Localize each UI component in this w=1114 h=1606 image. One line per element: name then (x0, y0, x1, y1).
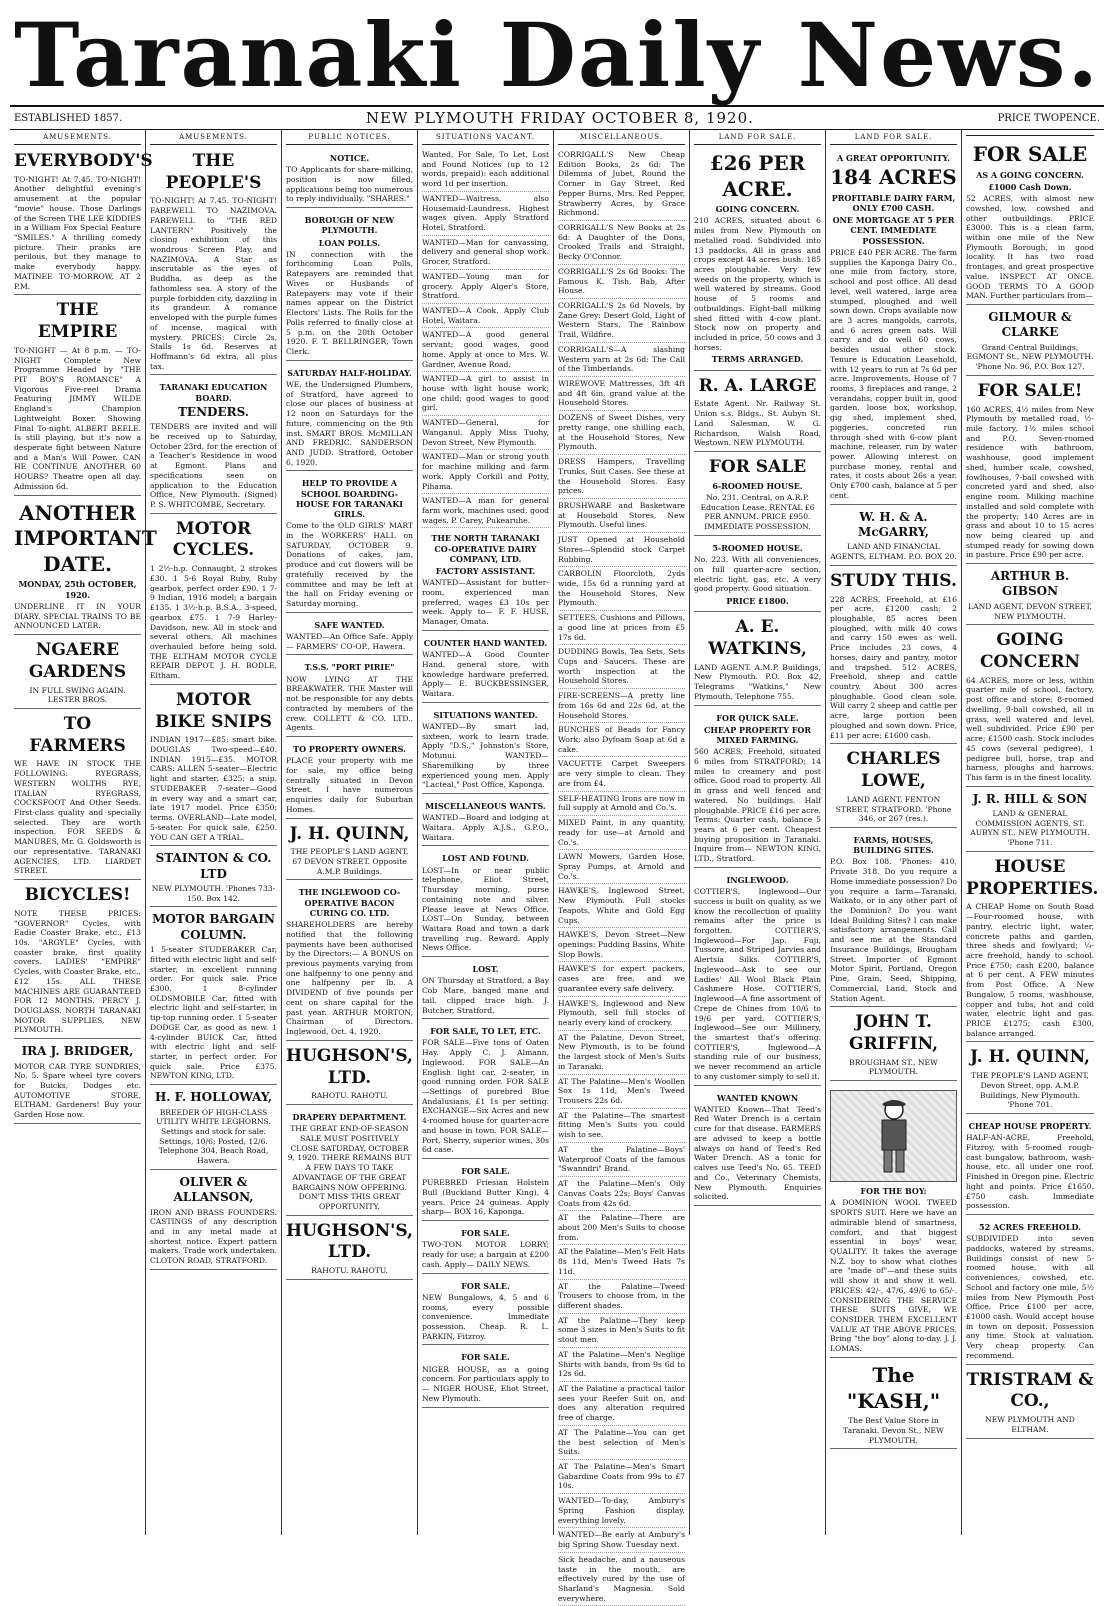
ad-body: BROUGHAM ST., NEW PLYMOUTH. (849, 1057, 938, 1077)
ad-title: OLIVER & ALLANSON, (173, 1174, 254, 1205)
misc-item: AT the Palatine—Tweed Trousers to choose from, in the different shades. (558, 1280, 685, 1314)
ad-body: HALF-AN-ACRE, Freehold, Fitzroy, with 5-roomed rough-cast bungalow, bathroom, wash-house, etc. all under one roof. Finished in Oregon pine. Electric light and points. Price £1650. £750 cash. Immediate possession. (966, 1133, 1094, 1211)
ad-title: JOHN T. GRIFFIN, (848, 1012, 939, 1054)
ad-title: TO PROPERTY OWNERS. (293, 744, 406, 754)
ad-body: A CHEAP Home on South Road—Four-roomed house, with pantry, electric light, water, concrete paths and garden, three sheds and fowlyard; ¼-acre freehold, handy to school. Price £750; cash £200, balance at 6 per cent. A FEW minutes from Post Office. A New Bungalow, 5 rooms, washhouse, copper and tubs, hot and cold water, electric light and gas. PRICE £1275; cash £300, balance arranged. (966, 902, 1094, 1038)
column-heading: LAND FOR SALE. (694, 133, 821, 145)
misc-item: CORRIGALL'S New Cheap Edition Books, 2s 6d: The Dilemma of Jubet, Round the Corner in Gay Street, Red Pepper Burns, Mrs. Red Pepper, Strawberry Acres, by Grace Richmond. (558, 148, 685, 221)
classified-item: WANTED—Young man for grocery. Apply Alger's Store, Stratford. (422, 270, 549, 304)
ad-body: NEW PLYMOUTH AND ELTHAM. (985, 1415, 1075, 1434)
ad-mcgarry (830, 507, 957, 566)
ad-bridger (14, 1041, 141, 1124)
ad-title: THE NORTH TARANAKI CO-OPERATIVE DAIRY COMPANY, LTD. (431, 533, 540, 564)
ad-title: STUDY THIS. (830, 570, 957, 591)
column-heading: SITUATIONS VACANT. (422, 133, 549, 145)
ad-body: SHAREHOLDERS are hereby notified that the following payments have been authorised by the Directors:— A BONUS on previous payments varying from one halfpenny to one penny and one halfpenny per lb. A DIVIDEND of five pounds per cent on share capital for the past year. ARTHUR MORTON, Chairman of Directors. Inglewood, Oct. 4, 1920. (286, 920, 413, 1037)
ad-title: FARMS, HOUSES, BUILDING SITES. (853, 834, 934, 856)
ad-title: £26 PER ACRE. (709, 150, 806, 201)
ad-title: FOR THE BOY: (860, 1186, 927, 1197)
ad-body: TO-NIGHT — At 8 p.m. — TO-NIGHT Complete New Programme Headed by "THE PIT BOY'S ROMANCE" A Vigorous Five-reel Drama Featuring JIMMY WILDE England's Champion Lightweight Boxer. Showing Final To-night. ALBERT BEELE. Is still playing, but it's now a desperate fight between Nature and a Man's Will Power. CAN HE CONTINUE ANOTHER 60 HOURS? Theatre open all day. Admission 6d. (14, 345, 141, 491)
ad-body: WANTED—Board and lodging at Waitara. Apply A.J.S., G.P.O., Waitara. (422, 813, 549, 842)
ad-body: WANTED—By smart lad, sixteen, work to learn trade. Apply "D.S.," Johnston's Store, Motunui. WANTED—Sharemilking by three experienced young men. Apply "Lacteal," Post Office, Kaponga. (422, 721, 549, 790)
ad-title: FOR SALE. (461, 1166, 510, 1177)
column-heading: AMUSEMENTS. (150, 133, 277, 145)
ad-body: TENDERS are invited and will be received up to Saturday, October 23rd, for the erection of a Teacher's Residence in wood at Egmont. Plans and specifications seen on application to the Education Office, New Plymouth. (Signed) P. S. WHITCOMBE, Secretary. (150, 422, 277, 509)
ad-oliver-allanson (150, 1172, 277, 1270)
ad-title: GILMOUR & CLARKE (988, 309, 1072, 340)
ad-for-sale-going-concern (966, 139, 1094, 305)
ad-title: 5-ROOMED HOUSE. (712, 542, 803, 553)
classified-item: WANTED—Waitress, also Housemaid-Laundress. Highest wages given. Apply Stratford Hotel, Stratford. (422, 192, 549, 236)
ad-study-this (830, 568, 957, 745)
ad-body: NEW Bungalows, 4, 5 and 6 rooms, every possible convenience. Immediate possession. Cheap. R. L. PARKIN, Fitzroy. (422, 1292, 549, 1341)
ad-inglewood-cottiers (694, 870, 821, 1086)
columns (10, 130, 1104, 1603)
notice-half-holiday (286, 363, 413, 472)
classified-item: WANTED—A Cook. Apply Club Hotel, Waitara. (422, 304, 549, 328)
ad-body: TWO-TON MOTOR LORRY; ready for use; a bargain at £200 cash. Apply— DAILY NEWS. (422, 1240, 549, 1269)
masthead-word-daily: Daily (499, 3, 761, 107)
ad-quick-sale (694, 708, 821, 868)
ad-teeds (694, 1088, 821, 1206)
ad-to-farmers (14, 711, 141, 880)
column-5 (554, 130, 690, 1603)
classified-item: WANTED—A good general servant; good wages, good home. Apply at once to Mrs. W. Gardner, Avenue Road. (422, 328, 549, 372)
ad-body: THE PEOPLE'S LAND AGENT, Devon Street, opp. A.M.P. Buildings, New Plymouth. 'Phone 701. (971, 1071, 1089, 1110)
ad-holloway (150, 1087, 277, 1170)
masthead-word-news: News. (797, 3, 1100, 107)
classified-item: WANTED—Man for canvassing, delivery and general shop work. Grocer, Stratford. (422, 236, 549, 270)
ad-title: FOR SALE. (461, 1352, 510, 1363)
column-2 (146, 130, 282, 1535)
section-lost-found (422, 848, 549, 957)
ad-title: FOR SALE (708, 457, 807, 478)
notice-inglewood-bacon (286, 882, 413, 1040)
notice-port-pirie (286, 657, 413, 737)
ad-title: TRISTRAM & CO., (966, 1369, 1094, 1412)
ad-empire (14, 297, 141, 495)
column-3 (282, 130, 418, 1535)
notice-sharemilking (286, 148, 413, 208)
misc-item: DRESS Hampers, Travelling Trunks, Suit Cases. See these at the Household Stores. Easy prices. (558, 455, 685, 499)
ad-body: Grand Central Buildings, EGMONT St., NEW PLYMOUTH. 'Phone No. 96. P.O. Box 127. (966, 342, 1094, 372)
ad-subtitle: GOING CONCERN. (715, 204, 800, 215)
ad-body: 64 ACRES, more or less, within quarter mile of school, factory, post office and store; 8-roomed dwelling, 9-ball cowshed, all in grass, well watered and level, well subdivided. Price £90 per acre; £1500 cash. Stock includes 45 cows (several pedigree), 1 pedigree bull, horse, trap and harness, ploughs and harrows. This farm is in the finest locality. (966, 675, 1094, 782)
ad-body: 228 ACRES, Freehold, at £16 per acre, £1200 cash; 2 ploughable, 85 acres been ploughed, with milk 40 cows and carry 150 ewes as well. Price includes 23 cows, 4 horses, dairy and pantry, motor and trapshed. 512 ACRES, Freehold, sheep and cattle country. About 300 acres ploughable. Good clean sole. Will carry 2 sheep and cattle per acre, large portion been ploughed and sown down. Price, £11 per acre; £1600 cash. (830, 594, 957, 740)
boy-figure-icon (864, 1096, 924, 1176)
section-situations-wanted (422, 705, 549, 794)
masthead (10, 5, 1104, 107)
ad-gilmour-clarke (966, 307, 1094, 376)
misc-item: AT the Palatine a practical tailor sees your Reefer Suit on, and does any alteration required free of charge. (558, 1382, 685, 1426)
ad-26-per-acre (694, 148, 821, 371)
ad-body: TO-NIGHT! At 7.45. TO-NIGHT! Another delightful evening's amusement at the popular "movie" house. Those Darlings of the Screen THE LEE KIDDIES in a William Fox Special Feature "SMILES." A thrilling comedy picture. Their pranks are perilous, but they manage to make everybody happy. MATINEE TO-MORROW, AT 2 P.M. (14, 174, 141, 291)
misc-item: HAWKE'S, Inglewood and New Plymouth, sell full stocks of nearly every kind of crockery. (558, 997, 685, 1031)
ad-body: The Best Value Store in Taranaki. Devon St., NEW PLYMOUTH. (843, 1416, 944, 1445)
ad-going-concern (966, 627, 1094, 786)
ad-body: RAHOTU. RAHOTU. (311, 1266, 388, 1276)
ad-title: FOR SALE (972, 142, 1088, 166)
ad-title: BICYCLES! (24, 885, 131, 906)
misc-item: CORRIGALL'S New Books at 2s 6d: A Daughter of the Dons, Crooked Trails and Straight, Becky O'Connor. (558, 221, 685, 265)
ad-terms: TERMS ARRANGED. (711, 354, 804, 365)
column-heading (966, 133, 1094, 136)
misc-item: AT the Palatine—Men's Oily Canvas Coats 22s; Boys' Canvas Coats from 42s 6d. (558, 1177, 685, 1211)
ad-for-sale-160 (966, 378, 1094, 564)
column-heading: LAND FOR SALE. (830, 133, 957, 145)
ad-title: HUGHSON'S, LTD. (286, 1220, 413, 1263)
misc-item: AT the Palatine—They keep some 3 sizes in Men's Suits to fit stout men. (558, 1314, 685, 1348)
misc-item: SELF-HEATING Irons are now in full supply at Arnold and Co.'s. (558, 792, 685, 816)
ad-body: IRON AND BRASS FOUNDERS. CASTINGS of any description and in any metal made at shortest notice. Expert pattern makers. Trade work undertaken. CLOTON ROAD, STRATFORD. (150, 1207, 277, 1266)
ad-stainton (150, 848, 277, 907)
ad-for-the-boy (830, 1083, 957, 1358)
misc-item: AT the Palatine—The smartest fitting Men's Suits you could wish to see. (558, 1109, 685, 1143)
ad-great-opportunity (830, 148, 957, 505)
ad-title: THE EMPIRE (37, 300, 118, 343)
ad-title: NGAERE GARDENS (28, 640, 127, 682)
ad-north-taranaki-dairy (422, 528, 549, 631)
ad-motor-bargain (150, 909, 277, 1085)
dateline (10, 107, 1104, 130)
ad-everybodys (14, 148, 153, 295)
ad-body: WANTED—An Office Safe. Apply— FARMERS' CO-OP., Hawera. (286, 632, 413, 651)
ad-body: BREEDER OF HIGH-CLASS UTILITY WHITE LEGHORNS. Settings and stock for sale. Settings, 10/6; Posted, 12/6. Telephone 304, Beach Road, Hawera. (156, 1107, 271, 1166)
misc-item: WIREWOVE Mattresses, 3ft 4ft and 4ft 6in, grand value at the Household Stores. (558, 377, 685, 411)
ad-cheap-house (966, 1116, 1094, 1215)
ad-bungalows (422, 1276, 549, 1346)
ad-body: LAND AGENT, DEVON STREET, NEW PLYMOUTH. (968, 601, 1092, 621)
ad-peoples (150, 148, 277, 375)
ad-title: IRA J. BRIDGER, (21, 1044, 134, 1059)
ad-title: T.S.S. "PORT PIRIE" (304, 662, 395, 673)
ad-body: LAND & GENERAL COMMISSION AGENTS, ST. AUBYN ST., NEW PLYMOUTH. 'Phone 711. (970, 809, 1090, 848)
ad-title: FOR QUICK SALE. (716, 712, 799, 723)
misc-footer: Sick headache, and a nauseous taste in the mouth, are effectively cured by the use of Sharland's Magnesia. Sold everywhere. (558, 1553, 685, 1606)
ad-ae-watkins (694, 614, 821, 705)
notice-safe-wanted (286, 615, 413, 656)
ad-jh-quinn-2 (966, 1044, 1094, 1114)
ad-title: A GREAT OPPORTUNITY. (837, 152, 950, 163)
ad-title: INGLEWOOD. (726, 874, 789, 885)
misc-item: HAWKE'S, Inglewood Street, New Plymouth. Full stocks Teapots, White and Gold Egg Cups. (558, 884, 685, 928)
column-1 (10, 130, 157, 1535)
ad-arthur-gibson (966, 566, 1094, 625)
ad-tenders (150, 377, 277, 513)
misc-item: SETTEES, Cushions and Pillows, a good line at prices from £5 17s 6d. (558, 611, 685, 645)
ad-body: 1 2½-h.p. Connaught, 2 strokes £30. 1 5-6 Royal Ruby, Ruby gearbox, perfect order £90. 1 7-9 Indian, 1916 model; a bargain £135. 1 3½-h.p. B.S.A., 3-speed, gearbox £75. 1 7-9 Harley-Davidson, new. All in stock and several others. All machines overhauled before being sold. THE ELTHAM MOTOR CYCLE REPAIR DEPOT. J. H. BODLE, Eltham. (150, 564, 277, 681)
ad-body: RAHOTU. RAHOTU. (311, 1091, 388, 1101)
ad-title: R. A. LARGE (698, 375, 817, 396)
ad-title: DRAPERY DEPARTMENT. (292, 1112, 407, 1122)
ad-title: HELP TO PROVIDE A SCHOOL BOARDING-HOUSE FOR TARANAKI GIRLS. (295, 478, 404, 520)
ad-bicycles (14, 882, 141, 1039)
ad-acreage: 184 ACRES (830, 165, 957, 190)
misc-item: BRUSHWARE and Basketware at Household Stores, New Plymouth. Useful lines. (558, 499, 685, 533)
notice-property-owners (286, 739, 413, 819)
misc-item: WANTED—To-day, Ambury's Spring Fashion display, everything lovely. (558, 1494, 685, 1528)
ad-body: LOST—In or near public telephone, Eliot Street, Thursday morning, purse containing note and silver. Please leave at News Office. LOST—On Sunday, between Waitara Road and town a dark travelling rug. Reward. Apply News Office. (422, 865, 549, 953)
ad-counter-hand (422, 633, 549, 703)
ad-title: EVERYBODY'S (14, 150, 153, 171)
misc-item: CORRIGALL'S—A slashing Western yarn at 2s 6d: The Call of the Timberlands. (558, 343, 685, 377)
ad-body: THE PEOPLE'S LAND AGENT, 67 DEVON STREET. Opposite A.M.P. Buildings. (290, 847, 409, 876)
ad-title: J. R. HILL & SON (972, 791, 1088, 806)
ad-subtitle: LOAN POLLS. (318, 237, 381, 248)
ad-52-acres (966, 1217, 1094, 1365)
classified-item: WANTED—General, for Wanganui. Apply Miss Tuohy, Devon Street, New Plymouth. (422, 416, 549, 450)
ad-title: ANOTHER IMPORTANT DATE. (14, 500, 157, 576)
ad-subtitle: FACTORY ASSISTANT. (435, 566, 536, 577)
ad-title: SAFE WANTED. (314, 619, 385, 630)
ad-ra-large (694, 373, 821, 452)
ad-date: MONDAY, 25th OCTOBER, 1920. (18, 579, 137, 600)
ad-farms-houses (830, 830, 957, 1007)
misc-item: CORRIGALL'S 2s 6d Novels, by Zane Grey: Desert Gold, Light of Western Stars, The Rainbow Trail, Wildfire. (558, 299, 685, 343)
ad-title: THE INGLEWOOD CO-OPERATIVE BACON CURING CO. LTD. (298, 887, 401, 918)
ad-title: CHARLES LOWE, (846, 749, 941, 792)
column-heading: PUBLIC NOTICES. (286, 133, 413, 145)
ad-title: CHEAP HOUSE PROPERTY. (968, 1121, 1092, 1132)
ad-drapery (286, 1107, 413, 1216)
ad-title: THE PEOPLE'S (165, 150, 262, 193)
ad-body: THE GREAT END-OF-SEASON SALE MUST POSITIVELY CLOSE SATURDAY, OCTOBER 9, 1920. THERE REMAINS BUT A FEW DAYS TO TAKE ADVANTAGE OF THE GREAT BARGAINS NOW OFFERING. DON'T MISS THIS GREAT OPPORTUNITY. (287, 1124, 412, 1211)
ad-body: P.O. Box 108. 'Phones: 410, Private 318. Do you require a Home immediate possession? Do you require a farm—Taranaki, Waikato, or in any other part of the Dominion? Do you want Ideal Building Sites? I can make satisfactory arrangements. Call and see me at the Standard Insurance Buildings, Brougham Street. Importer of Egmont Motor Spirit, Portland, Oregon Pine, Grain, Seed, Shipping, Commercial, Land, Stock and Station Agent. (830, 857, 957, 1003)
ad-body: Come to the OLD GIRLS' MART in the WORKERS' HALL on SATURDAY, OCTOBER 9. Donations of cakes, jam, produce and cut flowers will be gratefully received by the committee and may be left at the hall on Friday evening or Saturday morning. (286, 521, 413, 609)
ad-body: 560 ACRES, Freehold, situated 6 miles from STRATFORD; 14 miles to creamery and post office. Good road to property. All in grass and well fenced and watered. No buildings. Half ploughable. PRICE £16 per acre. Terms: Quarter cash, balance 5 years at 6 per cent. Cheapest buying proposition in Taranaki. Inquire from— NEWTON KING, LTD., Stratford. (694, 747, 821, 864)
ad-body: PRICE £40 PER ACRE. The farm supplies the Kaponga Dairy Co., one mile from factory, store, school and post office. All dead level, well watered, large area stumped, ploughed and well sown down. Crops available now are 3 acres mangolds, carrots, and 6 acres green oats. Will carry and do well 60 cows, besides usual other stock. Tenure is Education Leasehold, with 12 years to run at 7s 6d per acre. Improvements. House of 7 rooms, 3 fireplaces and range, 2 verandahs, copper built in, good garden, loose box, workshop, gig shed, implement shed, piggeries, concreted run through shed with 6-cow plant machine, releaser, run by water power. Allowing interest on purchase money, rental and rates, it costs about 26s a year. Only £700 cash, balance at 5 per cent. (830, 247, 958, 500)
misc-item: AT the Palatine—Boys' Waterproof Coats of the famous "Swanndri" Brand. (558, 1143, 685, 1177)
ad-title: WANTED KNOWN (716, 1092, 799, 1103)
ad-house-properties (966, 854, 1099, 1043)
column-6 (690, 130, 826, 1535)
misc-item: FIRE-SCREENS—A pretty line from 16s 6d and 22s 6d, at the Household Stores. (558, 689, 685, 723)
ad-title: MOTOR BARGAIN COLUMN. (152, 912, 275, 942)
classified-item: WANTED—Man or strong youth for machine milking and farm work. Apply Corkill and Potty, Pihama. (422, 450, 549, 494)
ad-body: LAND AND FINANCIAL AGENTS, ELTHAM. P.O. BOX 20. (830, 542, 957, 562)
section-misc-wants (422, 796, 549, 846)
misc-item: HAWKE'S, Devon Street—New openings: Pudding Basins, White Slop Bowls. (558, 928, 685, 962)
ad-title: ARTHUR B. GIBSON (990, 569, 1070, 599)
misc-item: AT The Palatine—Men's Smart Gabardine Coats from 99s to £7 10s. (558, 1460, 685, 1494)
column-heading: MISCELLANEOUS. (558, 133, 685, 145)
misc-item: CARBOLIN Floorcloth, 2yds wide, 15s 6d a running yard at the Household Stores, New Plymouth. (558, 567, 685, 611)
ad-title: FOR SALE. (461, 1228, 510, 1239)
ad-subtitle: CHEAP PROPERTY FOR MIXED FARMING. (703, 724, 812, 746)
misc-item: LAWN Mowers, Garden Hose, Spray Pumps, at Arnold and Co.'s. (558, 850, 685, 884)
ad-body: 210 ACRES, situated about 6 miles from New Plymouth on metalled road. Subdivided into 13 paddocks. All in grass and crops except 44 acres bush. 185 acres ploughable. Very few weeds on the property, which is well watered by streams. Good house of 5 rooms and outbuildings. Eight-ball milking shed fitted with 4-cow plant. Stock now on property and included in price, 50 cows and 3 horses. (694, 216, 821, 352)
ad-title: J. H. QUINN, (970, 1047, 1090, 1068)
ad-body: IN FULL SWING AGAIN. LESTER BROS. (29, 685, 126, 705)
column-4 (418, 130, 554, 1535)
ad-5-roomed-house (694, 538, 821, 612)
ad-title: FOR SALE, TO LET, ETC. (430, 1026, 541, 1037)
misc-item: HAWKE'S for expert packers, cases are free, and we guarantee every safe delivery. (558, 962, 685, 996)
ad-kash (830, 1360, 957, 1449)
ad-title: A. E. WATKINS, (708, 617, 807, 659)
ad-body: TO Applicants for share-milking, position is now filled, applications being too numerous to reply individually. "SHARES." (286, 165, 413, 204)
ad-body: LAND AGENT. A.M.P. Buildings, New Plymouth. P.O. Box 42, Telegrams "Watkins," New Plymouth, Telephone 755. (694, 662, 821, 701)
ad-motor-bike-snips (150, 687, 277, 846)
column-8 (962, 130, 1098, 1535)
misc-item: AT the Palatine—Men's Negligé Shirts with bands, from 9s 6d to 12s 6d. (558, 1348, 685, 1382)
ad-body: TO-NIGHT! At 7.45. TO-NIGHT! FAREWELL TO NAZIMOVA. FAREWELL to "THE RED LANTERN" Positively the closing exhibition of this wondrous Screen Play, and NAZIMOVA. A Star as inscrutable as the eyes of Buddha, as deep as the fathomless sea. A story of the purple forbidden city, dazzling in its grandeur. A romance enveloped with the purple fumes of incense, magical with mystery. PRICES: Circle 2s, Stalls 1s 6d. Reserves at Hoffmann's 6d extra, all plus tax. (150, 196, 277, 371)
ad-motor-cycles (150, 516, 277, 685)
ad-hughsons-2 (286, 1218, 413, 1280)
misc-item: VACUETTE Carpet Sweepers are very simple to clean. They are from £4. (558, 757, 685, 791)
ad-body: A DOMINION WOOL TWEED SPORTS SUIT. Here we have an admirable blend of smartness, comfort, and that biggest essential in boys' wear, QUALITY. It takes the average N.Z. boy to show what clothes are "made of"—and these suits will show it and show it well. PRICES: 42/-, 47/6, 49/6 to 65/-. CONSIDERING THE SERVICE THESE SUITS GIVE, WE CONSIDER THEM EXCELLENT VALUE AT THE ABOVE PRICES. Bring "the boy" along to-day. J. J. LOMAS. (830, 1198, 957, 1354)
ad-title: LOST AND FOUND. (442, 853, 529, 864)
ad-6-roomed-house (694, 454, 821, 536)
ad-price: £1000 Cash Down. (988, 181, 1072, 192)
ad-title: J. H. QUINN, (289, 823, 410, 844)
established-text: ESTABLISHED 1857. (14, 112, 123, 124)
ad-body: NOTE THESE PRICES: "GOVERNOR" Cycles, with Eadie Coaster Brake, etc., £13 10s. "ARGYLE" Cycles, with coaster brake, first quality covers. LADIES' "EMPIRE" Cycles, with Coaster Brake, etc., £12 15s. ALL THESE MACHINES ARE GUARANTEED FOR 12 MONTHS. PERCY J. DOUGLASS. NORTH TARANAKI MOTOR SUPPLIES, NEW PLYMOUTH. (14, 908, 141, 1035)
ad-title: FOR SALE. (461, 1280, 510, 1291)
ad-title: SITUATIONS WANTED. (433, 709, 538, 720)
notice-borough-loan-polls (286, 210, 413, 361)
ad-title: LOST. (472, 964, 499, 975)
misc-item: MIXED Paint, in any quantity, ready for use—at Arnold and Co.'s. (558, 816, 685, 850)
ad-title: STAINTON & CO. LTD (155, 851, 272, 881)
ad-body: WANTED—Assistant for butter-room, experienced man preferred, wages £3 10s per week. Apply to— F. F. HUSE, Manager, Omata. (422, 578, 549, 627)
misc-item: BUNCHES of Beads for Fancy Work; also Dyfoam Soap at 6d a cake. (558, 723, 685, 757)
ad-john-griffin (830, 1009, 957, 1081)
issue-date: NEW PLYMOUTH FRIDAY OCTOBER 8, 1920. (365, 109, 754, 127)
misc-item: CORRIGALL'S 2s 6d Books: The Famous K. Tish, Bab, After House. (558, 265, 685, 299)
ad-subtitle: TARANAKI EDUCATION BOARD. (159, 382, 268, 403)
ad-jr-hill (966, 789, 1094, 852)
ad-body: 52 ACRES, with almost new cowshed, low, cowshed and other outbuildings. PRICE £3000. This is a clean farm, within one mile of the New Plymouth Borough, in good locality. It has two road frontages, and great prospective value. INSPECT AT ONCE. GOOD TERMS TO A GOOD MAN. Further particulars from— (966, 194, 1094, 301)
ad-body: NOW LYING AT THE BREAKWATER. THE Master will not be responsible for any debts contracted by members of the crew. COLLETT & CO. LTD., Agents. (286, 674, 413, 733)
classified-item: WANTED—A girl to assist in house with light house work; one child; good wages to good girl. (422, 372, 549, 416)
ad-body: WANTED—A Good Counter Hand, general store, with knowledge hardware preferred. Apply— E. BUCKBESSINGER, Waitara. (422, 650, 549, 699)
ad-subtitle: PROFITABLE DAIRY FARM, ONLY £700 CASH. (831, 192, 956, 214)
ad-charles-lowe (830, 746, 957, 828)
newspaper-page (10, 3, 1104, 1603)
column-7 (826, 130, 962, 1535)
ad-title: The "KASH," (846, 1362, 941, 1413)
ad-subtitle-2: ONE MORTGAGE AT 5 PER CENT. IMMEDIATE POSSESSION. (832, 215, 955, 246)
ad-niger-house (422, 1347, 549, 1407)
misc-item: AT The Palatine—You can get the best selection of Men's Suits. (558, 1426, 685, 1460)
ad-body: WE HAVE IN STOCK THE FOLLOWING: RYEGRASS, WESTERN WOLTHS RYE, ITALIAN RYEGRASS, COCKSFOOT And Other Seeds. First-class quality and specially selected. They are worth inspection. FOR SEEDS & MANURES, Mr. G. Goldsworth is our representative. TARANAKI AGENCIES, LTD. LIARDET STREET. (14, 759, 141, 876)
ad-body: SUBDIVIDED into seven paddocks, watered by streams. Buildings consist of new 5-roomed house, with all conveniences, cowshed, etc. School and factory one mile, 5½ miles from New Plymouth Post Office. Price £100 per acre, £1000 cash. Would accept house in town on deposit. Possession any time. Stock at valuation. Very cheap property. Can recommend. (966, 1234, 1094, 1360)
misc-item: JUST Opened at Household Stores—Splendid stock Carpet Rubbing. (558, 533, 685, 567)
ad-subtitle: 6-ROOMED HOUSE. (712, 480, 803, 491)
ad-title: MOTOR BIKE SNIPS (155, 689, 272, 732)
ad-motor-lorry (422, 1223, 549, 1273)
ad-body: NIGER HOUSE, as a going concern. For particulars apply to— NIGER HOUSE, Eliot Street, New Plymouth. (422, 1364, 549, 1403)
ad-ngaere-gardens (14, 637, 141, 709)
ad-title: H. F. HOLLOWAY, (154, 1090, 273, 1105)
ad-body: No. 231. Central, on A.R.P. Education Lease. RENTAL £6 PER ANNUM. PRICE £950. IMMEDIATE POSSESSION. (700, 493, 815, 532)
misc-item: AT the Palatine—Men's Felt Hats 8s 11d, Men's Tweed Hats 7s 11d. (558, 1245, 685, 1279)
ad-body: LAND AGENT, FENTON STREET, STRATFORD. 'Phone 346, or 267 (res.). (835, 794, 952, 824)
section-lost (422, 959, 549, 1019)
ad-body: No. 223. With all conveniences, on full quarter-acre section, electric light, gas, etc. A very good property. Good situation. (694, 555, 821, 594)
misc-item: AT The Palatine—Men's Woollen Sox 1s 11d, Men's Tweed Trousers 22s 6d. (558, 1075, 685, 1109)
ad-title: TENDERS. (178, 404, 249, 419)
ad-title: HOUSE PROPERTIES. (966, 856, 1099, 899)
ad-body: ON Thursday at Stratford, a Bay Cob Mare, banged mane and tail, clipped trace high. J. Butcher, Stratford. (422, 976, 549, 1015)
ad-title: BOROUGH OF NEW PLYMOUTH. (304, 215, 395, 236)
price-text: PRICE TWOPENCE. (997, 112, 1100, 124)
ad-body: Estate Agent. Nr. Railway St. Union s.s. Bldgs., St. Aubyn St. Land Salesman, W. G. Richardson, Walsh Road, Westown. NEW PLYMOUTH. (694, 399, 821, 448)
classified-intro: Wanted, For Sale, To Let, Lost and Found Notices (up to 12 words, prepaid): each additional word 1d per insertion. (422, 148, 549, 192)
ad-jh-quinn (286, 821, 413, 881)
ad-title: MOTOR CYCLES. (172, 518, 255, 561)
ad-title: COUNTER HAND WANTED. (423, 637, 548, 648)
ad-title: HUGHSON'S, LTD. (286, 1045, 413, 1088)
ad-body: FOR SALE—Five tons of Oaten Hay. Apply C. J. Almann, Inglewood. FOR SALE—An English light car, 2-seater, in good running order. FOR SALE—Settings of purebred Blue Andalusians, £1 1s per setting. EXCHANGE—Six Acres and new 4-roomed house for quarter-acre and house in town. FOR SALE—Port, Sherry, superior wines, 30s 6d case. (422, 1038, 549, 1155)
ad-friesian-bull (422, 1161, 549, 1221)
ad-body: NEW PLYMOUTH. 'Phones 733-150. Box 142. (151, 883, 276, 903)
ad-body: PUREBRED Friesian Holstein Bull (Buckland Butter King), 4 years. Price 24 guineas. Apply sharp— BOX 16, Kaponga. (422, 1178, 549, 1217)
ad-body: WANTED Known—That Teed's Red Water Drench is a certain cure for that disease. FARMERS are advised to keep a bottle always on hand of Teed's Red Water Drench. AS a tonic for calves use Teed's No. 65. TEED and Co., Veterinary Chemists, New Plymouth. Enquiries solicited. (694, 1104, 821, 1202)
ad-title: W. H. & A. McGARRY, (858, 509, 929, 539)
misc-item: DUDDING Bowls, Tea Sets, Sets Cups and Saucers. These are worth inspection at the Household Stores. (558, 645, 685, 689)
section-for-sale-to-let (422, 1021, 549, 1159)
ad-body: IN connection with the forthcoming Loan Polls, Ratepayers are reminded that Wives or Husbands of Ratepayers may vote if their names appear on the District Electors' Lists. The Rolls for the Polls referred to finally close at 5 p.m. on the 20th October 1920. F. T. BELLRINGER, Town Clerk. (286, 249, 413, 356)
ad-body: 160 ACRES, 4½ miles from New Plymouth by metalled road, ½-mile factory, 1½ miles school and P.O. Seven-roomed residence with bathroom, washhouse, good implement shed, humber scale, cowshed, fowlhouses, 7-ball cowshed with concreted yard and shed, also engine room. Milking machine installed and sold complete with the property; 140 Acres are in grass and about 10 to 15 acres now being cleared up and stumped ready for sowing down in pasture. Price £90 per acre. (966, 404, 1094, 560)
misc-item: AT the Palatine, Devon Street, New Plymouth, is to be found the largest stock of Men's Suits in Taranaki. (558, 1031, 685, 1075)
ad-body: COTTIER'S, Inglewood—Our success is built on quality, as we know the recollection of quality remains after the price is forgotten. COTTIER'S, Inglewood—For Jap. Fuji, Tussore, and Striped Jarvies and Alertsia Silks. COTTIER'S, Inglewood—Ask to see our Ladies' All Wool Black Plain Cashmere Hose. COTTIER'S, Inglewood—A fine assortment of Crepe de Chines from 10/6 to 19/6 per yard. COTTIER'S, Inglewood—See our Millinery, the smartest that's offering. COTTIER'S, Inglewood—A standing rule of our business, we never recommend an article to any customer simply to sell it. (694, 887, 821, 1081)
misc-item: WANTED—Be early at Ambury's big Spring Show. Tuesday next. (558, 1528, 685, 1552)
ad-title: TO FARMERS (29, 713, 126, 756)
ad-title: NOTICE. (329, 152, 370, 163)
ad-title: 52 ACRES FREEHOLD. (979, 1222, 1081, 1233)
column-heading: AMUSEMENTS. (14, 133, 141, 145)
ad-title: MISCELLANEOUS WANTS. (425, 801, 546, 812)
misc-item: DOZENS of Sweet Dishes, very pretty range, one shilling each, at the Household Stores, New Plymouth. (558, 411, 685, 455)
boy-illustration (830, 1090, 957, 1182)
ad-hughsons-1 (286, 1043, 413, 1105)
ad-important-date (14, 498, 157, 635)
ad-title: SATURDAY HALF-HOLIDAY. (287, 367, 412, 378)
ad-title: FOR SALE! (977, 380, 1083, 401)
notice-school-boarding (286, 473, 413, 612)
ad-tristram (966, 1367, 1094, 1439)
ad-subtitle: AS A GOING CONCERN. (976, 169, 1084, 180)
ad-body: INDIAN 1917—£85; smart bike. DOUGLAS Two-speed—£40. INDIAN 1915—£35. MOTOR CARS: ALLEN 5-seater—Electric light and starter, £325; a snip. STUDEBAKER 7-seater—Good in every way and a smart car, late 1917 model. Price £350; terms. OVERLAND—Late model, 5-seater. For quick sale, £250. YOU CAN GET A TRIAL. (150, 735, 277, 842)
classified-item: WANTED—A man for general farm work, machines used, good wages. P. Carey, Pukearuhe. (422, 494, 549, 528)
ad-body: WE, the Undersigned Plumbers, of Stratford, have agreed to close our places of business at 12 noon on Saturdays for the future, commencing on the 9th inst. SMART BROS. McMILLAN AND FREDRIC. SANDERSON AND JUDD. Stratford, October 6, 1920. (286, 379, 413, 467)
misc-item: AT the Palatine—There are about 200 Men's Suits to choose from. (558, 1211, 685, 1245)
masthead-word-taranaki: Taranaki (14, 3, 463, 107)
ad-body: 1 5-seater STUDEBAKER Car, fitted with electric light and self-starter, in excellent running order. For quick sale. Price £300. 1 8-cylinder OLDSMOBILE Car, fitted with electric light and self-starter, in tip-top running order. 1 5-seater DODGE Car, as good as new. 1 4-cylinder BUICK Car, fitted with electric light and self-starter, in perfect order. For quick sale. Price £375. NEWTON KING, LTD. (150, 945, 277, 1081)
ad-price: PRICE £1800. (726, 595, 789, 606)
ad-title: GOING CONCERN (979, 630, 1081, 672)
ad-body: PLACE your property with me for sale, my office being centrally situated in Devon Street. I have numerous enquiries daily for Suburban Homes. (286, 756, 413, 814)
ad-body: MOTOR CAR TYRE SUNDRIES, No. 5. Spare wheel tyre covers for Buicks, Dodges etc. AUTOMOTIVE STORE, ELTHAM. Gardeners! Buy your Garden Hose now. (14, 1061, 141, 1120)
ad-body: UNDERLINE IT IN YOUR DIARY. SPECIAL TRAINS TO BE ANNOUNCED LATER. (14, 601, 141, 631)
